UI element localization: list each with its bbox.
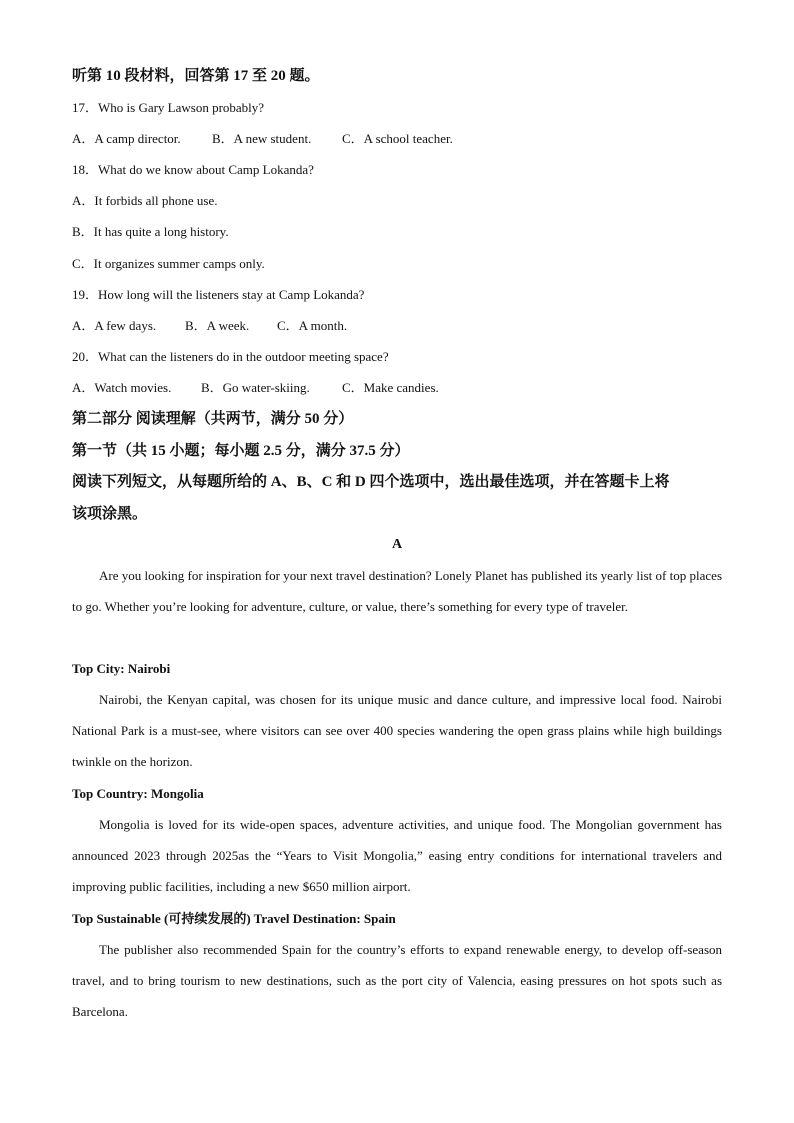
- section-text-sustainable: The publisher also recommended Spain for the country’s efforts to expand renewable energy, to develop off-season travel, and to bring tourism to new destinations, such as the port city of Valencia, easing pressures on hot spots such as Barcelona.: [72, 942, 722, 1019]
- option-a: A．A camp director.: [72, 131, 181, 146]
- option-a: A．Watch movies.: [72, 380, 172, 395]
- option-a: A．A few days.: [72, 318, 157, 333]
- question-17-stem: 17．Who is Gary Lawson probably?: [72, 100, 265, 115]
- option-c: C．A month.: [277, 318, 348, 333]
- question-18-option-b: B．It has quite a long history.: [72, 224, 229, 239]
- option-c: C．A school teacher.: [342, 131, 453, 146]
- option-b: B．Go water-skiing.: [201, 380, 310, 395]
- question-20-stem: 20．What can the listeners do in the outdoor meeting space?: [72, 349, 389, 364]
- section-heading-sustainable: Top Sustainable (可持续发展的) Travel Destination: Spain: [72, 911, 396, 926]
- question-19-stem: 19．How long will the listeners stay at Camp Lokanda?: [72, 287, 365, 302]
- option-b: B．A week.: [185, 318, 250, 333]
- option-c: C．Make candies.: [342, 380, 439, 395]
- section-text-country: Mongolia is loved for its wide-open spaces, adventure activities, and unique food. The Mongolian government has announced 2023 through 2025as the “Years to Visit Mongolia,” easing entry conditions for international travelers and improving public facilities, including a new $650 million airport.: [72, 817, 722, 894]
- section1-title: 第一节（共 15 小题；每小题 2.5 分，满分 37.5 分）: [72, 443, 410, 459]
- section-heading-country: Top Country: Mongolia: [72, 786, 204, 801]
- question-19-options: [72, 318, 347, 334]
- passage-intro: Are you looking for inspiration for your next travel destination? Lonely Planet has published its yearly list of top places to go. Whether you’re looking for adventure, culture, or value, there’s something for every type of traveler.: [72, 568, 722, 614]
- section-text-city: Nairobi, the Kenyan capital, was chosen for its unique music and dance culture, and impressive local food. Nairobi National Park is a must-see, where visitors can see over 400 species wandering the open grass plains while high buildings twinkle on the horizon.: [72, 692, 722, 769]
- part2-title: 第二部分 阅读理解（共两节，满分 50 分）: [72, 411, 354, 427]
- question-17-options: [72, 131, 453, 147]
- question-18-stem: 18．What do we know about Camp Lokanda?: [72, 162, 314, 177]
- instructions-line2: 该项涂黑。: [72, 506, 148, 522]
- question-18-option-a: A．It forbids all phone use.: [72, 193, 218, 208]
- instructions-line1: 阅读下列短文，从每题所给的 A、B、C 和 D 四个选项中，选出最佳选项，并在答题卡上将: [72, 474, 670, 490]
- passage-label: A: [391, 537, 403, 552]
- section-intro: 听第 10 段材料，回答第 17 至 20 题。: [72, 68, 320, 84]
- question-20-options: [72, 380, 439, 396]
- question-18-option-c: C．It organizes summer camps only.: [72, 256, 265, 271]
- section-heading-city: Top City: Nairobi: [72, 661, 171, 676]
- option-b: B．A new student.: [212, 131, 312, 146]
